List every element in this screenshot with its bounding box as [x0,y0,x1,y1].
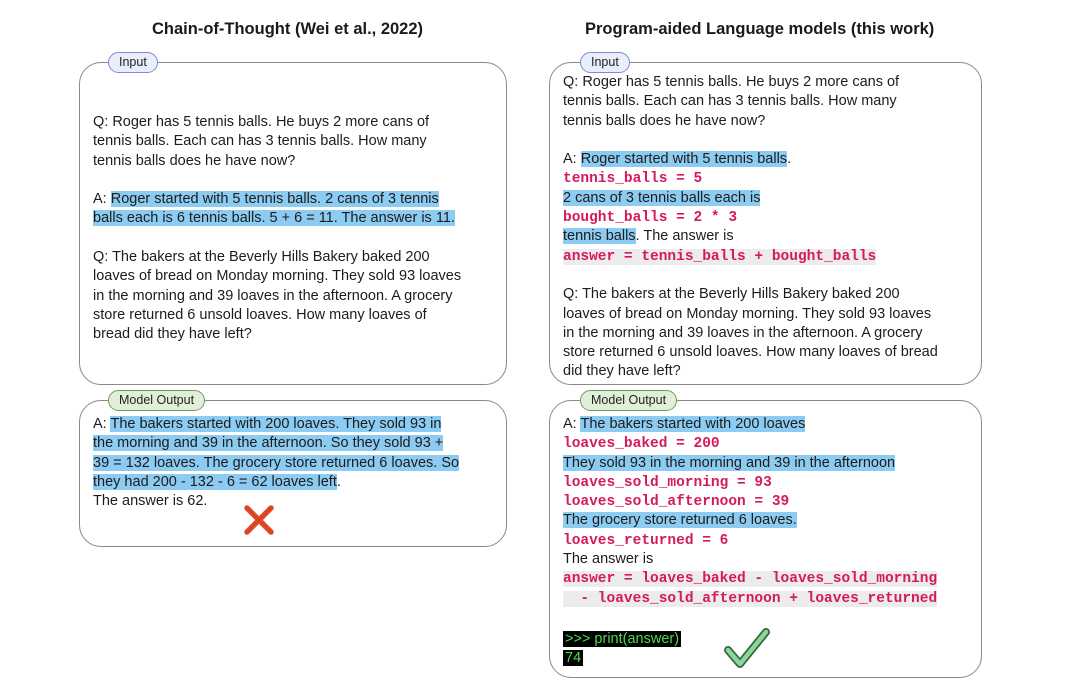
left-output-highlight: The bakers started with 200 loaves. They sold 93 in [110,416,442,432]
right-a-tail: . [787,151,792,168]
right-q1-line: tennis balls. Each can has 3 tennis balls. How many [563,93,897,110]
left-q1-line: tennis balls. Each can has 3 tennis balls. How many [93,133,427,150]
right-output-code: loaves_baked = 200 [563,436,720,453]
right-output-code: answer = loaves_baked - loaves_sold_morning [563,571,938,588]
right-input-tag: Input [580,52,630,73]
right-q1-line: Q: Roger has 5 tennis balls. He buys 2 more cans of [563,74,900,90]
left-q2-line: store returned 6 unsold loaves. How many loaves of [93,306,427,323]
right-a-highlight: Roger started with 5 tennis balls [580,151,788,168]
left-output-prefix: A: [93,416,111,432]
right-q2-line: Q: The bakers at the Beverly Hills Bakery baked 200 [563,286,900,303]
right-code-line: tennis_balls = 5 [563,171,703,188]
terminal-command: >>> print(answer) [565,631,680,647]
right-a-highlight: 2 cans of 3 tennis balls each is [563,189,761,206]
right-output-highlight: They sold 93 in the morning and 39 in the afternoon [563,454,896,471]
left-title: Chain-of-Thought (Wei et al., 2022) [152,20,424,38]
right-output-code: - loaves_sold_afternoon + loaves_returned [563,590,938,607]
right-code-line: bought_balls = 2 * 3 [563,210,738,227]
right-a-prefix: A: [563,151,581,168]
right-output-prefix: A: [563,416,581,432]
left-input-tag: Input [108,52,158,73]
right-output-answer: The answer is [563,551,654,568]
terminal [563,630,681,669]
right-a-highlight: tennis balls [563,228,636,245]
left-output-text [93,415,459,511]
left-output-answer: The answer is 62. [93,493,208,510]
left-a1-prefix: A: [93,191,111,208]
left-output-tail: . [336,473,341,490]
left-q2-line: bread did they have left? [93,326,252,343]
terminal-output: 74 [565,650,582,667]
check-icon [724,626,770,670]
left-output-highlight: 39 = 132 loaves. The grocery store returned 6 loaves. So [93,454,460,471]
left-q1-line: tennis balls does he have now? [93,152,296,169]
cross-icon [242,503,276,537]
right-q2-line: loaves of bread on Monday morning. They sold 93 loaves [563,305,932,322]
right-output-tag: Model Output [580,390,677,411]
right-a-tail: . The answer is [635,228,734,245]
right-output-text [563,415,937,608]
right-q1-line: tennis balls does he have now? [563,112,766,129]
left-output-highlight: the morning and 39 in the afternoon. So they sold 93 + [93,435,444,452]
left-q2-line: in the morning and 39 loaves in the afternoon. A grocery [93,287,453,304]
right-output-code: loaves_sold_afternoon = 39 [563,494,790,511]
left-output-highlight: they had 200 - 132 - 6 = 62 loaves left [93,473,337,490]
right-q2-line: did they have left? [563,363,681,380]
right-output-highlight: The bakers started with 200 loaves [580,416,806,432]
left-a1-highlight: Roger started with 5 tennis balls. 2 cans of 3 tennis [110,191,439,208]
left-q1-line: Q: Roger has 5 tennis balls. He buys 2 more cans of [93,114,430,130]
right-code-line: answer = tennis_balls + bought_balls [563,248,877,265]
left-q2-line: loaves of bread on Monday morning. They sold 93 loaves [93,268,462,285]
right-title: Program-aided Language models (this work) [585,20,935,38]
right-output-highlight: The grocery store returned 6 loaves. [563,512,797,529]
right-input-text [563,73,938,382]
right-output-code: loaves_sold_morning = 93 [563,474,772,491]
right-output-code: loaves_returned = 6 [563,532,729,549]
left-output-tag: Model Output [108,390,205,411]
left-q2-line: Q: The bakers at the Beverly Hills Bakery baked 200 [93,249,430,266]
right-q2-line: store returned 6 unsold loaves. How many loaves of bread [563,344,938,361]
right-q2-line: in the morning and 39 loaves in the afternoon. A grocery [563,324,923,341]
left-input-text [93,113,461,345]
left-a1-highlight: balls each is 6 tennis balls. 5 + 6 = 11. The answer is 11. [93,210,455,227]
